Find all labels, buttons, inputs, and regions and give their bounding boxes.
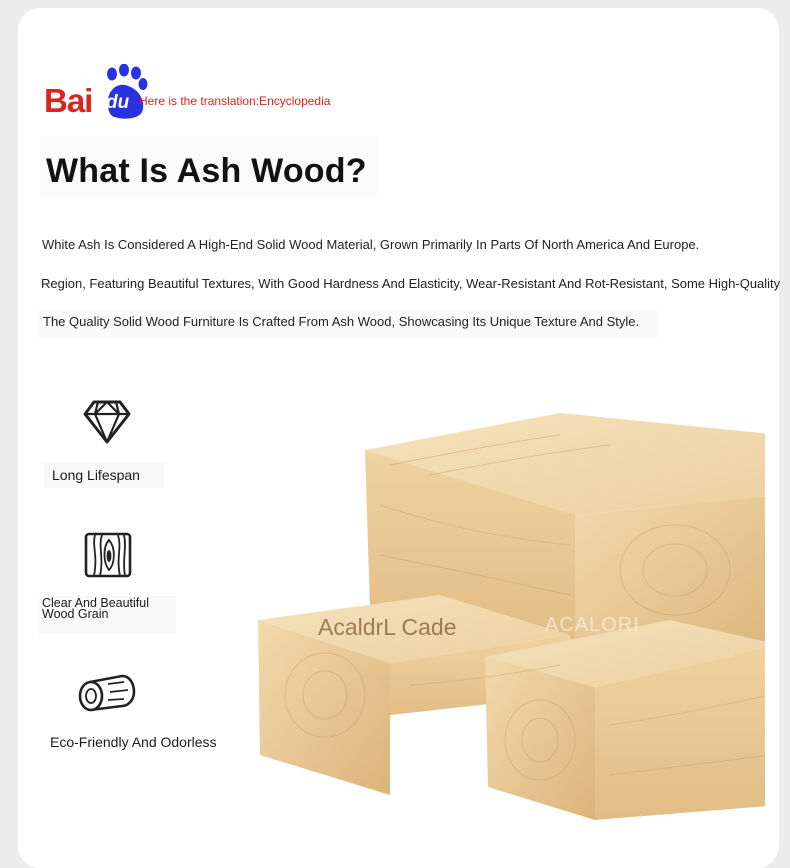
logo-tagline[interactable]: Here is the translation:Encyclopedia <box>139 94 331 108</box>
feature-long-lifespan: Long Lifespan <box>52 467 140 483</box>
page-title: What Is Ash Wood? <box>46 152 367 190</box>
wood-grain-icon <box>84 532 132 578</box>
watermark-brand: ACALORI <box>545 614 640 636</box>
logo-mark: du <box>106 92 130 113</box>
watermark-text: AcaldrL Cade <box>318 614 457 640</box>
baidu-logo[interactable] <box>44 64 154 122</box>
log-icon <box>78 670 136 712</box>
logo-text: Bai <box>44 82 93 119</box>
paragraph-origin: White Ash Is Considered A High-End Solid Wood Material, Grown Primarily In Parts Of North America And Europe. <box>42 237 700 252</box>
feature-eco-friendly: Eco-Friendly And Odorless <box>50 734 217 750</box>
paragraph-features: Region, Featuring Beautiful Textures, With Good Hardness And Elasticity, Wear-Resistant And Rot-Resistant, Some High-Quality <box>41 276 781 291</box>
paragraph-furniture: The Quality Solid Wood Furniture Is Crafted From Ash Wood, Showcasing Its Unique Texture And Style. <box>43 314 640 329</box>
feature-wood-grain: Clear And Beautiful Wood Grain <box>42 596 150 621</box>
diamond-icon <box>82 398 132 446</box>
wood-blocks-image <box>230 395 765 835</box>
